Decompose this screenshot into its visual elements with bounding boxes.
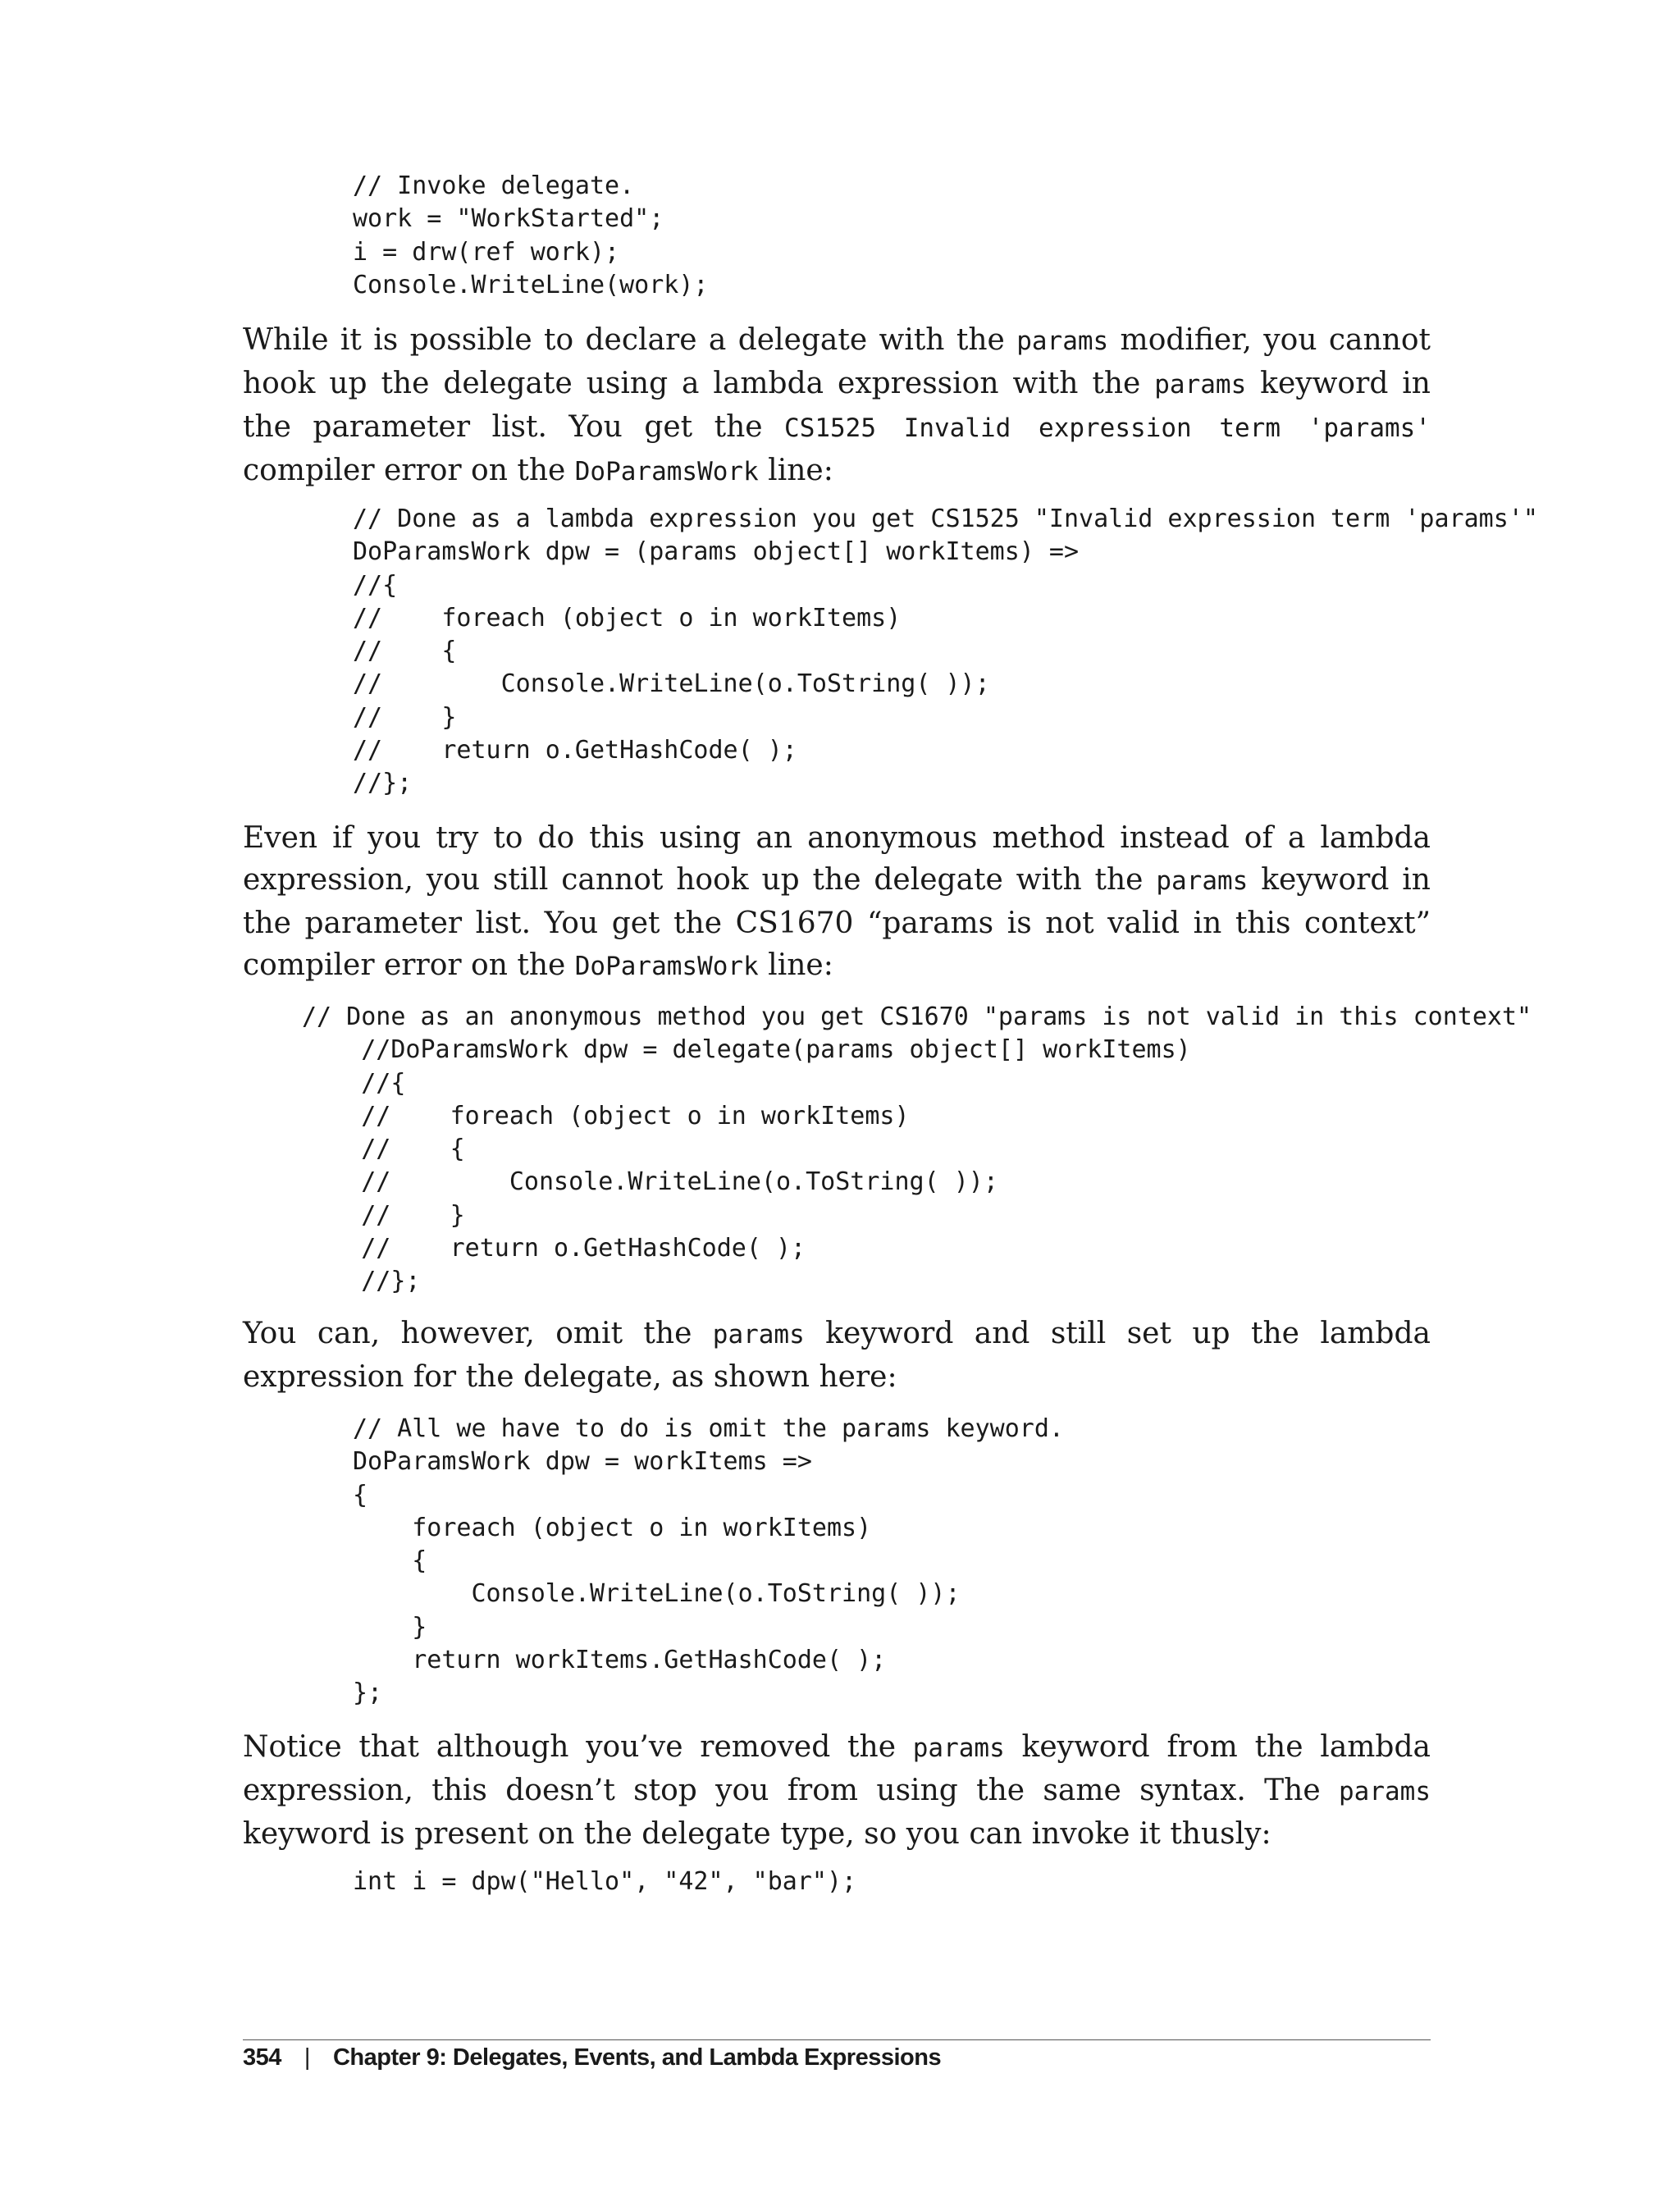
code-line: //}; (302, 1267, 421, 1296)
code-line: { (353, 1480, 368, 1509)
code-line: DoParamsWork dpw = workItems => (353, 1447, 812, 1477)
code-line: // Done as an anonymous method you get CS1670 "params is not valid in this context" (302, 1003, 1532, 1031)
code-block-anonymous-params (302, 1001, 1532, 1299)
code-block-lambda-params (353, 503, 1538, 801)
code-line: { (353, 1546, 427, 1576)
code-block-omit-params (353, 1413, 1064, 1710)
inline-code: DoParamsWork (574, 952, 759, 981)
code-line: // Console.WriteLine(o.ToString( )); (302, 1167, 998, 1197)
text-run: compiler error on the (243, 454, 575, 487)
text-run: keyword and still set up the lambda expression for the delegate, as shown here: (243, 1317, 1431, 1394)
code-line: // return o.GetHashCode( ); (353, 736, 797, 765)
code-line: DoParamsWork dpw = (params object[] workItems) => (353, 537, 1080, 567)
inline-code: params (1016, 327, 1109, 356)
inline-code: params (912, 1733, 1005, 1763)
inline-code: DoParamsWork (574, 457, 759, 486)
paragraph-notice-syntax (243, 1726, 1431, 1855)
code-line: // Done as a lambda expression you get CS1525 "Invalid expression term 'params'" (353, 505, 1538, 533)
code-line: Console.WriteLine(work); (353, 270, 709, 299)
code-line: // } (302, 1200, 465, 1230)
code-line: // foreach (object o in workItems) (302, 1101, 910, 1130)
text-run: keyword is present on the delegate type, so you can invoke it thusly: (243, 1817, 1271, 1851)
code-line: //}; (353, 769, 413, 798)
inline-code: params (1154, 370, 1247, 400)
code-line: //{ (302, 1068, 406, 1098)
page-footer (243, 2043, 941, 2072)
code-line: //{ (353, 570, 398, 600)
code-line: return workItems.GetHashCode( ); (353, 1646, 887, 1675)
code-line: // foreach (object o in workItems) (353, 603, 902, 633)
code-line: // } (353, 702, 457, 732)
paragraph-params-lambda (243, 319, 1431, 493)
code-line: }; (353, 1678, 383, 1708)
text-run: You can, however, omit the (243, 1317, 713, 1350)
text-run: modifier, you cannot hook up the delegate using a lambda expression with the (243, 323, 1431, 400)
code-line: // Invoke delegate. (353, 171, 635, 200)
text-run: keyword from the lambda expression, this doesn’t stop you from using the same syntax. The (243, 1730, 1431, 1807)
inline-code: params (1156, 866, 1249, 896)
code-line: Console.WriteLine(o.ToString( )); (353, 1579, 961, 1609)
text-run: Even if you try to do this using an anonymous method instead of a lambda expression, you still cannot hook up the delegate with the (243, 821, 1431, 897)
code-line: // { (353, 637, 457, 666)
code-line: // { (302, 1135, 465, 1164)
code-line: // All we have to do is omit the params keyword. (353, 1414, 1064, 1443)
code-block-invoke-dpw (353, 1866, 856, 1898)
code-line: i = drw(ref work); (353, 237, 620, 267)
text-run: line: (758, 948, 833, 982)
paragraph-omit-params (243, 1313, 1431, 1398)
code-line: //DoParamsWork dpw = delegate(params object[] workItems) (302, 1035, 1191, 1065)
footer-separator: | (304, 2044, 310, 2071)
page-number: 354 (243, 2044, 281, 2071)
footer-divider (243, 2039, 1431, 2040)
inline-code: CS1525 Invalid expression term 'params' (784, 413, 1431, 443)
code-line: int i = dpw("Hello", "42", "bar"); (353, 1867, 857, 1896)
code-line: foreach (object o in workItems) (353, 1513, 872, 1542)
text-run: line: (758, 454, 833, 487)
text-run: Notice that although you’ve removed the (243, 1730, 913, 1764)
code-line: // Console.WriteLine(o.ToString( )); (353, 669, 990, 699)
text-run: keyword in the parameter list. You get the (243, 367, 1431, 444)
inline-code: params (712, 1320, 805, 1350)
code-line: work = "WorkStarted"; (353, 204, 664, 234)
code-line: } (353, 1612, 427, 1642)
text-run: keyword in the parameter list. You get the CS1670 “params is not valid in this context” compiler error on the (243, 863, 1431, 982)
code-line: // return o.GetHashCode( ); (302, 1234, 806, 1263)
text-run: While it is possible to declare a delegate with the (243, 323, 1017, 357)
chapter-title: Chapter 9: Delegates, Events, and Lambda Expressions (332, 2044, 942, 2071)
paragraph-anonymous-method (243, 817, 1431, 988)
inline-code: params (1339, 1777, 1431, 1806)
code-block-invoke-delegate (353, 170, 708, 302)
